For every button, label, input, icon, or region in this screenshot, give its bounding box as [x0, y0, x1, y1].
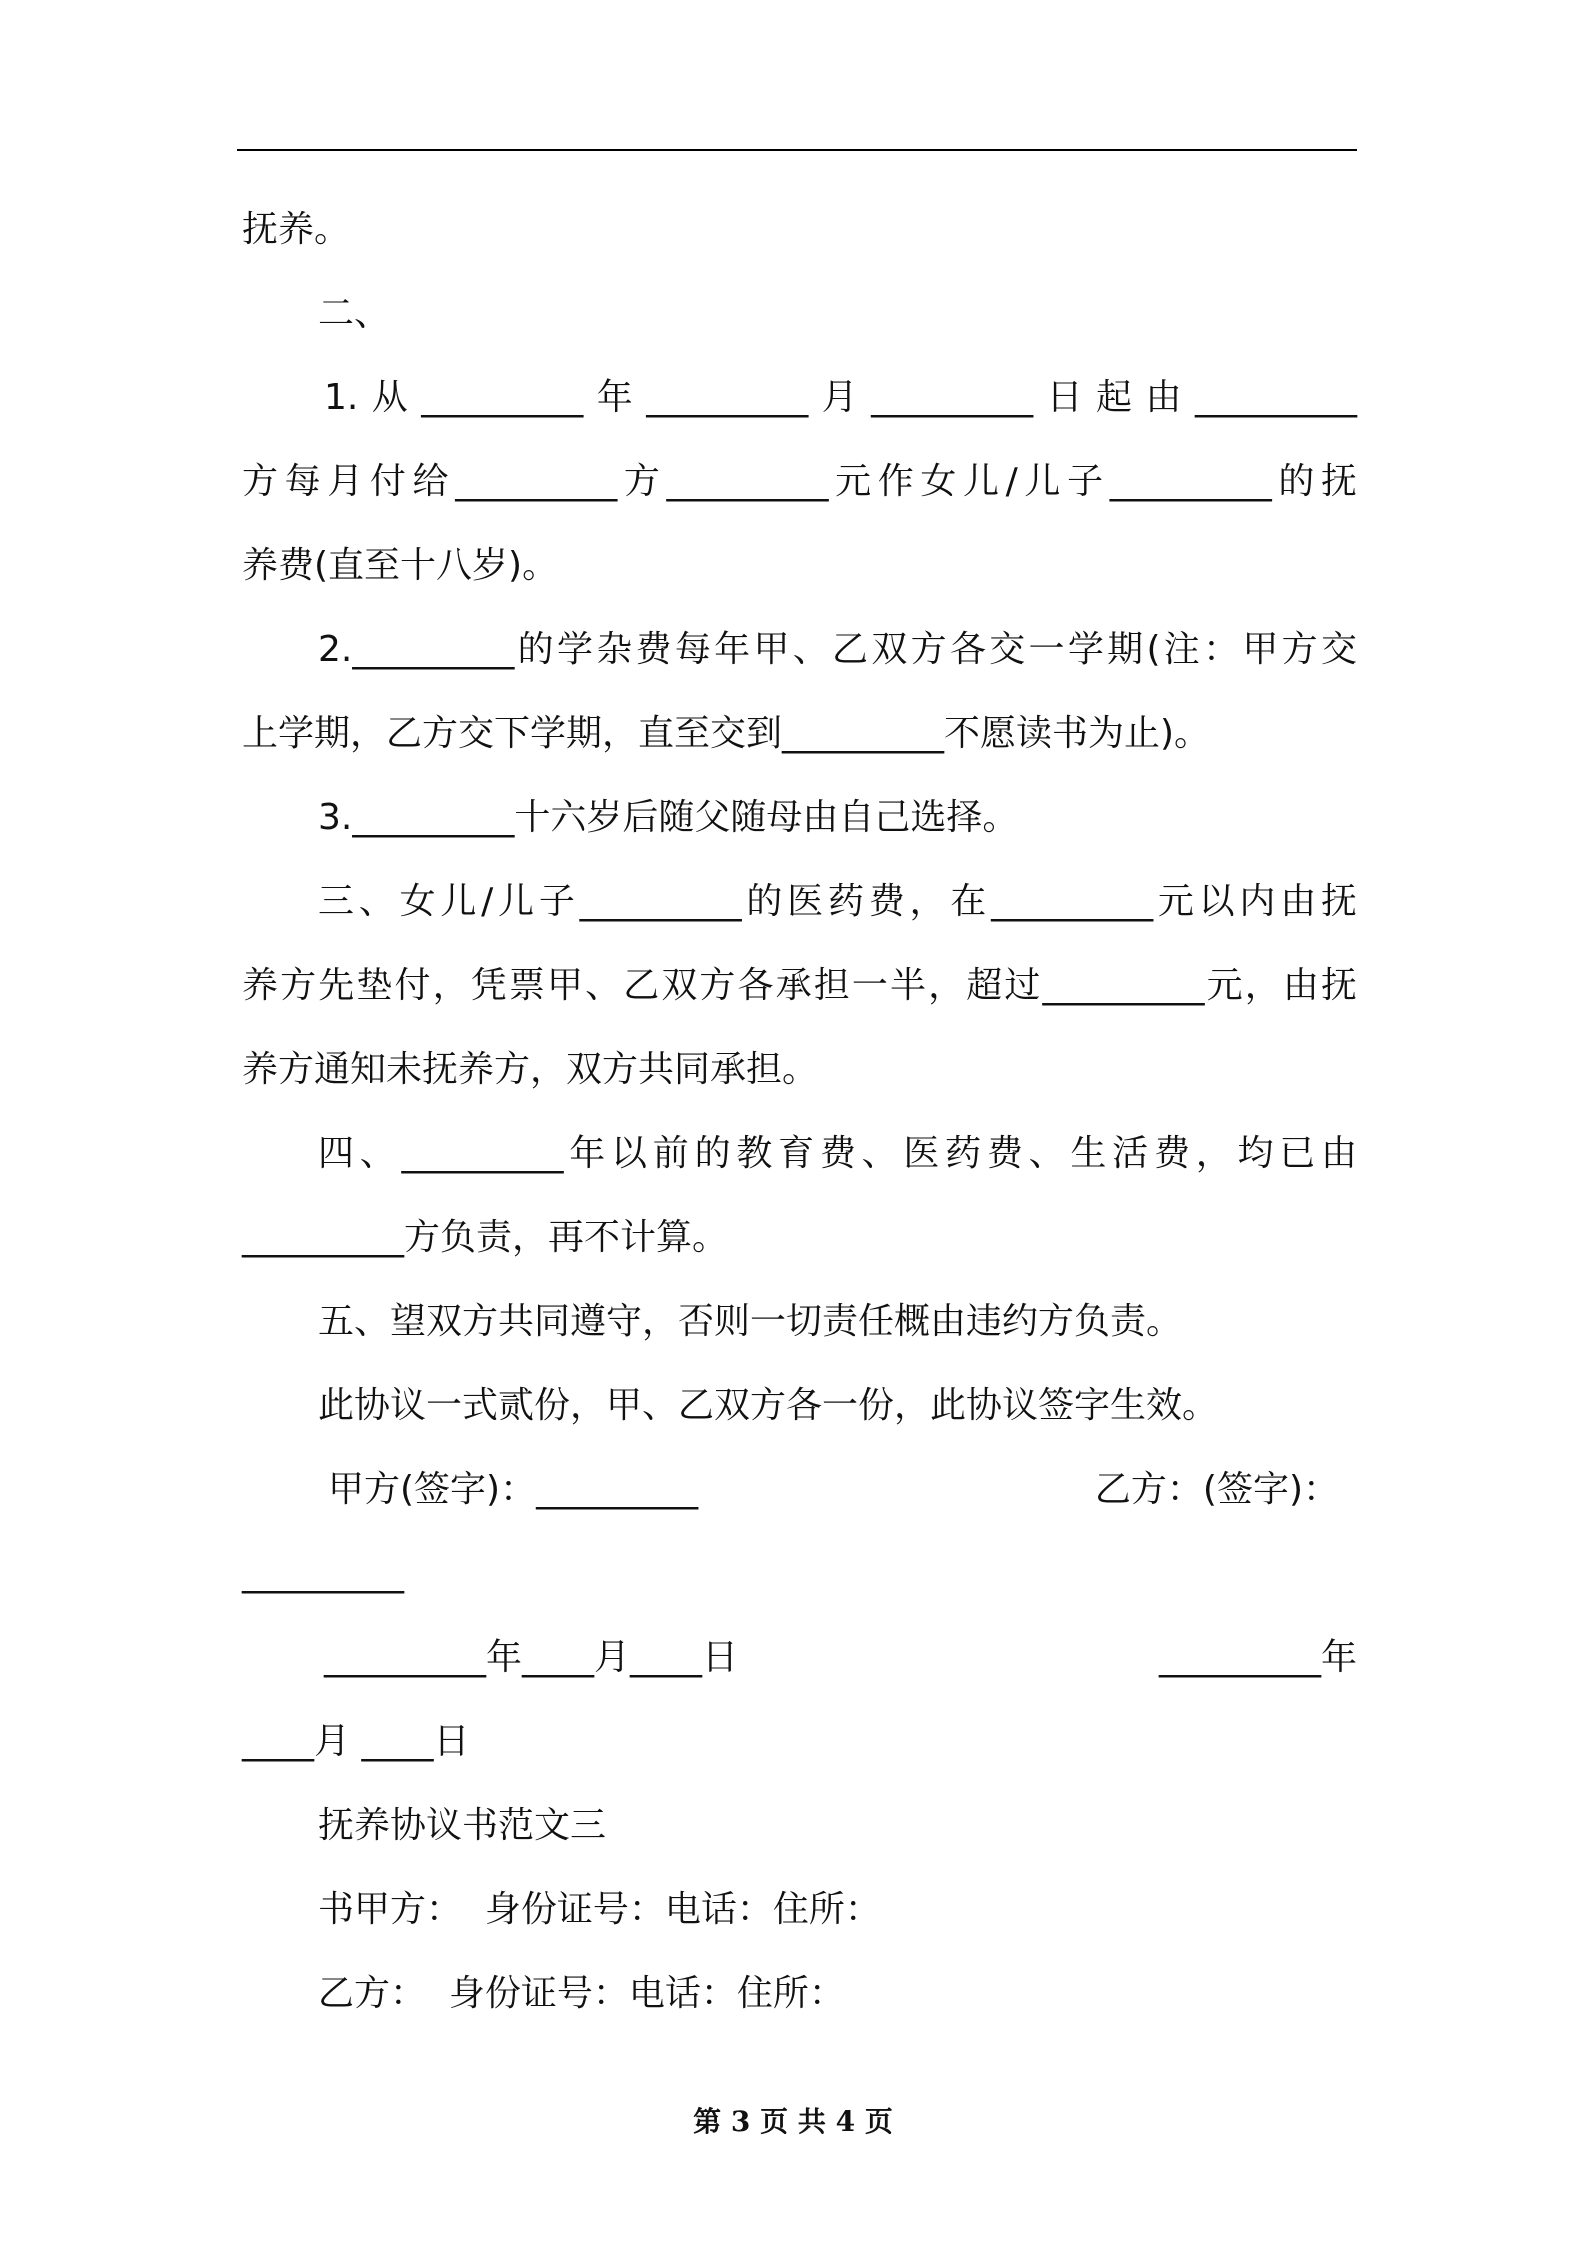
party-b-info-line: 乙方： 身份证号：电话：住所： [318, 1973, 845, 2014]
clause-3-line-2: 养方先垫付，凭票甲、乙双方各承担一半，超过_________元，由抚 [242, 965, 1357, 1006]
clause-3-line-3: 养方通知未抚养方，双方共同承担。 [242, 1049, 819, 1090]
clause-4-line-2: _________方负责，再不计算。 [242, 1217, 729, 1258]
party-a-signature: 甲方(签字)：_________ [328, 1469, 699, 1510]
clause-2-3-line: 3._________十六岁后随父随母由自己选择。 [318, 797, 1019, 838]
clause-2-1-line-3: 养费(直至十八岁)。 [242, 545, 559, 586]
clause-2-2-line-2: 上学期，乙方交下学期，直至交到_________不愿读书为止)。 [242, 713, 1211, 754]
header-rule [237, 149, 1357, 151]
party-b-signature: 乙方：(签字)： [1094, 1469, 1339, 1510]
clause-2-2-line-1: 2._________的学杂费每年甲、乙双方各交一学期(注：甲方交 [318, 629, 1357, 670]
section-heading-2: 二、 [318, 293, 391, 334]
signature-blank: _________ [242, 1553, 404, 1594]
clause-2-1-line-2: 方每月付给_________方_________元作女儿/儿子_________的抚 [242, 461, 1357, 502]
party-a-info-line: 书甲方： 身份证号：电话：住所： [318, 1889, 881, 1930]
page-number-footer: 第 3 页 共 4 页 [693, 2105, 893, 2138]
party-a-date: _________年____月____日 [324, 1637, 738, 1678]
clause-5-line: 五、望双方共同遵守，否则一切责任概由违约方负责。 [318, 1301, 1183, 1342]
date-line [324, 1634, 1357, 1682]
clause-3-line-1: 三、女儿/儿子_________的医药费，在_________元以内由抚 [318, 881, 1357, 922]
sample-three-title: 抚养协议书范文三 [318, 1805, 607, 1846]
agreement-copies-line: 此协议一式贰份，甲、乙双方各一份，此协议签字生效。 [318, 1385, 1219, 1426]
text-line: 抚养。 [242, 209, 351, 250]
clause-4-line-1: 四、_________年以前的教育费、医药费、生活费，均已由 [318, 1133, 1357, 1174]
clause-2-1-line-1: 1.从_________年_________月_________日起由_________ [324, 377, 1357, 418]
party-b-date-year: _________年 [1158, 1637, 1357, 1678]
signature-line [328, 1466, 1339, 1514]
party-b-date-rest: ____月 ____日 [242, 1721, 470, 1762]
